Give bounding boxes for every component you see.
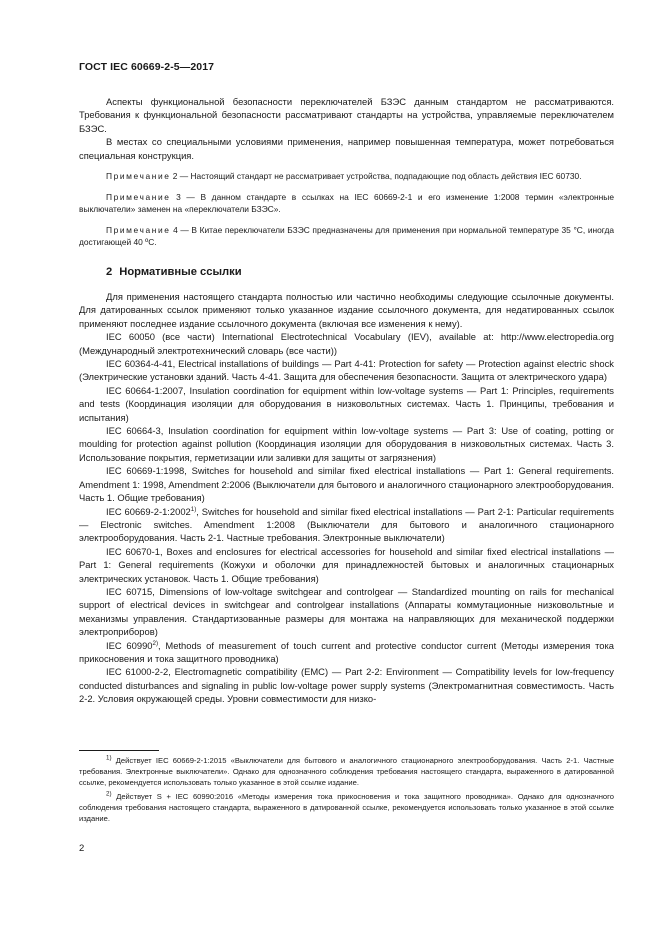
section-heading xyxy=(106,266,614,278)
note-2 xyxy=(79,170,614,183)
note-label: Примечание xyxy=(106,224,171,235)
section-title: Нормативные ссылки xyxy=(119,266,242,278)
ref-iec-60364-4-41: IEC 60364-4-41, Electrical installations of buildings — Part 4-41: Protection for safety — Protection against electric shock (Электрические установки зданий. Часть 4-41. Защита для обеспечения безопасности. Защита от электрического удара) xyxy=(79,358,614,383)
note-4 xyxy=(79,224,614,249)
ref-iec-60669-1: IEC 60669-1:1998, Switches for household and similar fixed electrical installations — Part 1: General requirements. Amendment 1: 1998, Amendment 2:2006 (Выключатели для бытового и аналогичного стационарного электрооборудования. Часть 1. Общие требования) xyxy=(79,465,614,504)
ref-code: IEC 60669-2-1:2002 xyxy=(106,505,191,517)
note-3 xyxy=(79,191,614,216)
ref-text: , Methods of measurement of touch current and protective conductor current (Методы измерения тока прикосновения и тока защитного проводника) xyxy=(79,639,614,664)
note-text: 4 — В Китае переключатели БЗЭС предназначены для применения при нормальной температуре 35 °С, иногда достигающей 40 ºС. xyxy=(79,224,614,248)
ref-iec-60990 xyxy=(79,639,614,666)
footnote-text: Действует S + IEC 60990:2016 «Методы измерения тока прикосновения и тока защитного проводника». Однако для однозначного соблюдения требования настоящего стандарта, выраженного в датированной ссылке, рекомендуется использовать только указанное в этой ссылке издание. xyxy=(79,792,614,823)
ref-iec-60669-2-1 xyxy=(79,505,614,545)
footnote-marker: 2) xyxy=(106,790,112,798)
ref-iec-61000-2-2: IEC 61000-2-2, Electromagnetic compatibility (EMC) — Part 2-2: Environment — Compatibility levels for low-frequency conducted disturbances and signaling in public low-voltage power supply systems (Электромагнитная совместимость. Часть 2-2. Условия окружающей среды. Уровни совместимости для низко- xyxy=(79,666,614,705)
footnote-2 xyxy=(79,791,614,824)
ref-iec-60715: IEC 60715, Dimensions of low-voltage switchgear and controlgear — Standardized mounting on rails for mechanical support of electrical devices in switchgear and controlgear installations (Аппараты коммутационные низковольтные и механизмы управления. Стандартизованные размеры для монтажа на направляющих для механической поддержки электроприборов) xyxy=(79,585,614,638)
note-label: Примечание xyxy=(106,191,171,202)
footnote-1 xyxy=(79,755,614,788)
ref-iec-60670-1: IEC 60670-1, Boxes and enclosures for electrical accessories for household and similar fixed electrical installations — Part 1: General requirements (Кожухи и оболочки для принадлежностей бытовых и аналогичных стационарных электрических установок. Часть 1. Общие требования) xyxy=(79,545,614,584)
note-text: 2 — Настоящий стандарт не рассматривает устройства, подпадающие под область действия IEC 60730. xyxy=(170,171,582,182)
ref-text: , Switches for household and similar fixed electrical installations — Part 2-1: Particular requirements — Electronic switches. Amendment 1:2008 (Выключатели для бытового и аналогичного стационарного электрооборудования. Часть 2-1. Частные требования. Электронные выключатели) xyxy=(79,505,614,544)
footnote-marker: 2) xyxy=(152,639,159,647)
page-number: 2 xyxy=(79,843,85,854)
ref-iec-60050: IEC 60050 (все части) International Electrotechnical Vocabulary (IEV), available at: http://www.electropedia.org (Международный электротехнический словарь (все части)) xyxy=(79,331,614,356)
ref-iec-60664-3: IEC 60664-3, Insulation coordination for equipment within low-voltage systems — Part 3: Use of coating, potting or moulding for protection against pollution (Координация изоляции для оборудования в низковольтных системах. Часть 3. Использование покрытия, герметизации или заливки для защиты от загрязнения) xyxy=(79,425,614,463)
footnote-marker: 1) xyxy=(190,505,197,513)
refs-intro: Для применения настоящего стандарта полностью или частично необходимы следующие ссылочные документы. Для датированных ссылок применяют только указанное издание ссылочного документа, для недатированных ссылок применяют последнее издание ссылочного документа (включая все изменения к нему). xyxy=(79,291,614,329)
footnotes xyxy=(79,755,614,827)
intro-paragraph-1: Аспекты функциональной безопасности переключателей БЗЭС данным стандартом не рассматриваются. Требования к функциональной безопасности рассматривают стандарты на устройства, управляемые переключателем БЗЭС. xyxy=(79,96,614,134)
note-text: 3 — В данном стандарте в ссылках на IEC 60669-2-1 и его изменение 1:2008 термин «электронные выключатели» заменен на «переключатели БЗЭС». xyxy=(79,191,614,215)
ref-code: IEC 60990 xyxy=(106,639,153,651)
intro-paragraph-2: В местах со специальными условиями применения, например повышенная температура, может потребоваться специальная конструкция. xyxy=(79,136,614,161)
note-label: Примечание xyxy=(106,171,171,182)
footnote-marker: 1) xyxy=(106,754,112,762)
ref-iec-60664-1: IEC 60664-1:2007, Insulation coordination for equipment within low-voltage systems — Part 1: Principles, requirements and tests (Координация изоляции для оборудования в низковольтных системах. Часть 1. Принципы, требования и испытания) xyxy=(79,384,614,423)
footnote-divider xyxy=(79,750,159,751)
footnote-text: Действует IEC 60669-2-1:2015 «Выключатели для бытового и аналогичного стационарного электрооборудования. Часть 2-1. Частные требования. Электронные выключатели». Однако для однозначного соблюдения требования настоящего стандарта, выраженного в датированной ссылке, рекомендуется использовать только указанное в этой ссылке издание. xyxy=(79,756,614,787)
document-body xyxy=(79,95,614,706)
document-header: ГОСТ IEC 60669-2-5—2017 xyxy=(79,61,215,73)
section-number: 2 xyxy=(106,266,113,278)
